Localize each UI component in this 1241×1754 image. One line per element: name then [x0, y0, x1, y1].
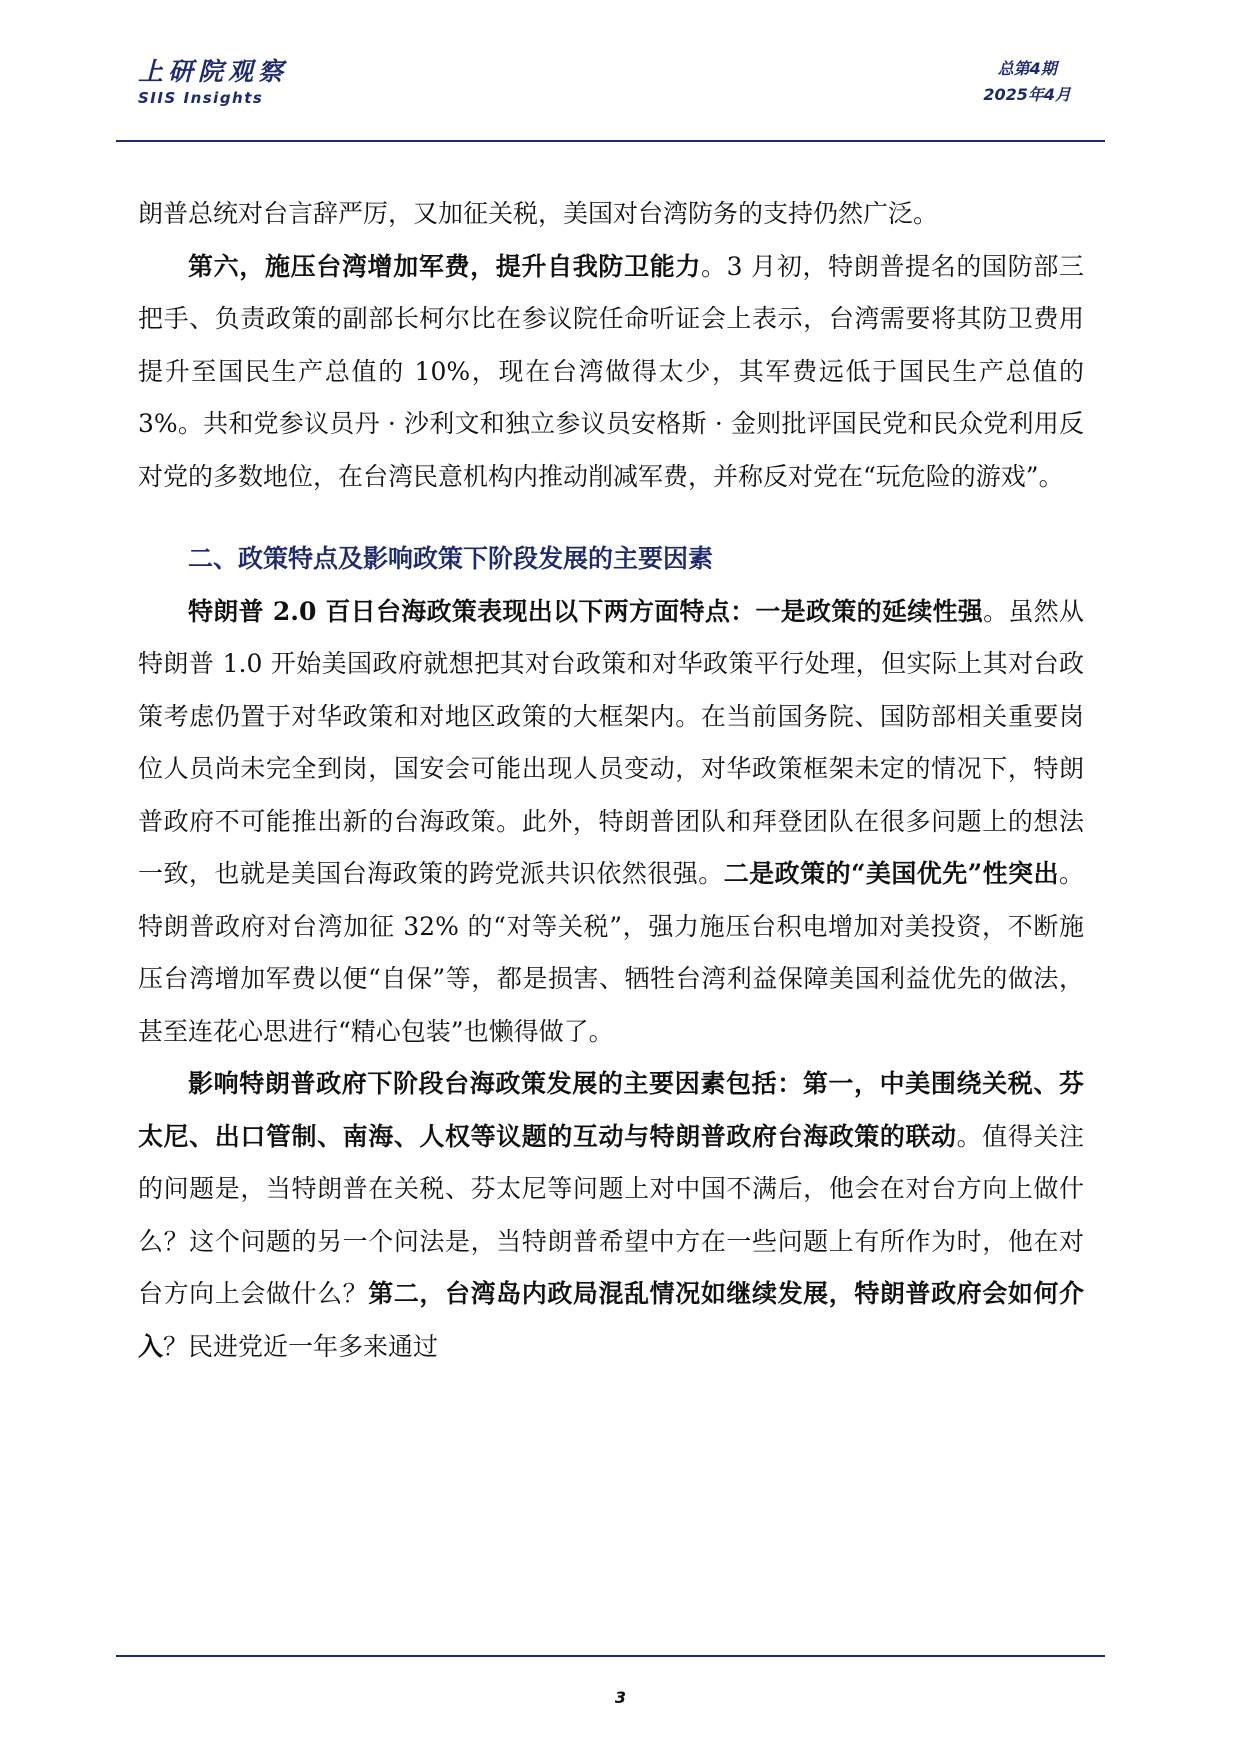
paragraph-text: 朗普总统对台言辞严厉，又加征关税，美国对台湾防务的支持仍然广泛。	[138, 199, 939, 228]
paragraph-text: 。值得关注的问题是，当特朗普在关税、芬太尼等问题上对中国不满后，他会在对台方向上做什么？这个问题的另一个问法是，当特朗普希望中方在一些问题上有所作为时，他在对台方向上会做什么？	[138, 1121, 1084, 1308]
header-issue-info	[983, 56, 1071, 108]
issue-date: 2025年4月	[983, 85, 1071, 104]
paragraph-bold-inline: 二是政策的“美国优先”性突出	[723, 859, 1059, 888]
paragraph-main-factors	[138, 1058, 1084, 1373]
paragraph-text: 。3 月初，特朗普提名的国防部三把手、负责政策的副部长柯尔比在参议院任命听证会上表示，台湾需要将其防卫费用提升至国民生产总值的 10%，现在台湾做得太少，其军费远低于国民生产总值的 3%。共和党参议员丹 · 沙利文和独立参议员安格斯 · 金则批评国民党和民众党利用反对党的多数地位，在台湾民意机构内推动削减军费，并称反对党在“玩危险的游戏”。	[138, 251, 1084, 491]
issue-number: 总第4期	[997, 59, 1057, 78]
paragraph-bold-lead: 第六，施压台湾增加军费，提升自我防卫能力	[188, 251, 702, 281]
paragraph-sixth-point	[138, 241, 1084, 504]
header-brand	[138, 56, 288, 108]
paragraph-text: 。虽然从特朗普 1.0 开始美国政府就想把其对台政策和对华政策平行处理，但实际上其对台政策考虑仍置于对华政策和对地区政策的大框架内。在当前国务院、国防部相关重要岗位人员尚未完全到岗，国安会可能出现人员变动，对华政策框架未定的情况下，特朗普政府不可能推出新的台海政策。此外，特朗普团队和拜登团队在很多问题上的想法一致，也就是美国台海政策的跨党派共识依然很强。	[138, 596, 1084, 888]
paragraph-policy-features	[138, 586, 1084, 1059]
header-divider	[116, 140, 1105, 142]
page-number: 3	[614, 1688, 627, 1707]
section-heading: 二、政策特点及影响政策下阶段发展的主要因素	[188, 544, 714, 573]
paragraph-bold-lead: 影响特朗普政府下阶段台海政策发展的主要因素包括：第一，中美围绕关税、芬太尼、出口管制、南海、人权等议题的互动与特朗普政府台海政策的联动	[138, 1069, 1084, 1151]
brand-title-cn: 上研院观察	[138, 57, 289, 86]
brand-title-en: SIIS Insights	[138, 89, 264, 107]
paragraph-bold-lead: 特朗普 2.0 百日台海政策表现出以下两方面特点：一是政策的延续性强	[188, 596, 984, 626]
paragraph-text: ？民进党近一年多来通过	[163, 1331, 439, 1361]
paragraph-bold-inline: 第二，台湾岛内政局混乱情况如继续发展，特朗普政府会如何介入	[138, 1279, 1084, 1361]
article-body	[138, 188, 1084, 1373]
spacer	[138, 503, 1084, 533]
paragraph-text: 。特朗普政府对台湾加征 32% 的“对等关税”，强力施压台积电增加对美投资，不断施压台湾增加军费以便“自保”等，都是损害、牺牲台湾利益保障美国利益优先的做法，甚至连花心思进行“精心包装”也懒得做了。	[138, 859, 1084, 1046]
footer-divider	[116, 1655, 1105, 1657]
paragraph-continued	[138, 188, 1084, 241]
